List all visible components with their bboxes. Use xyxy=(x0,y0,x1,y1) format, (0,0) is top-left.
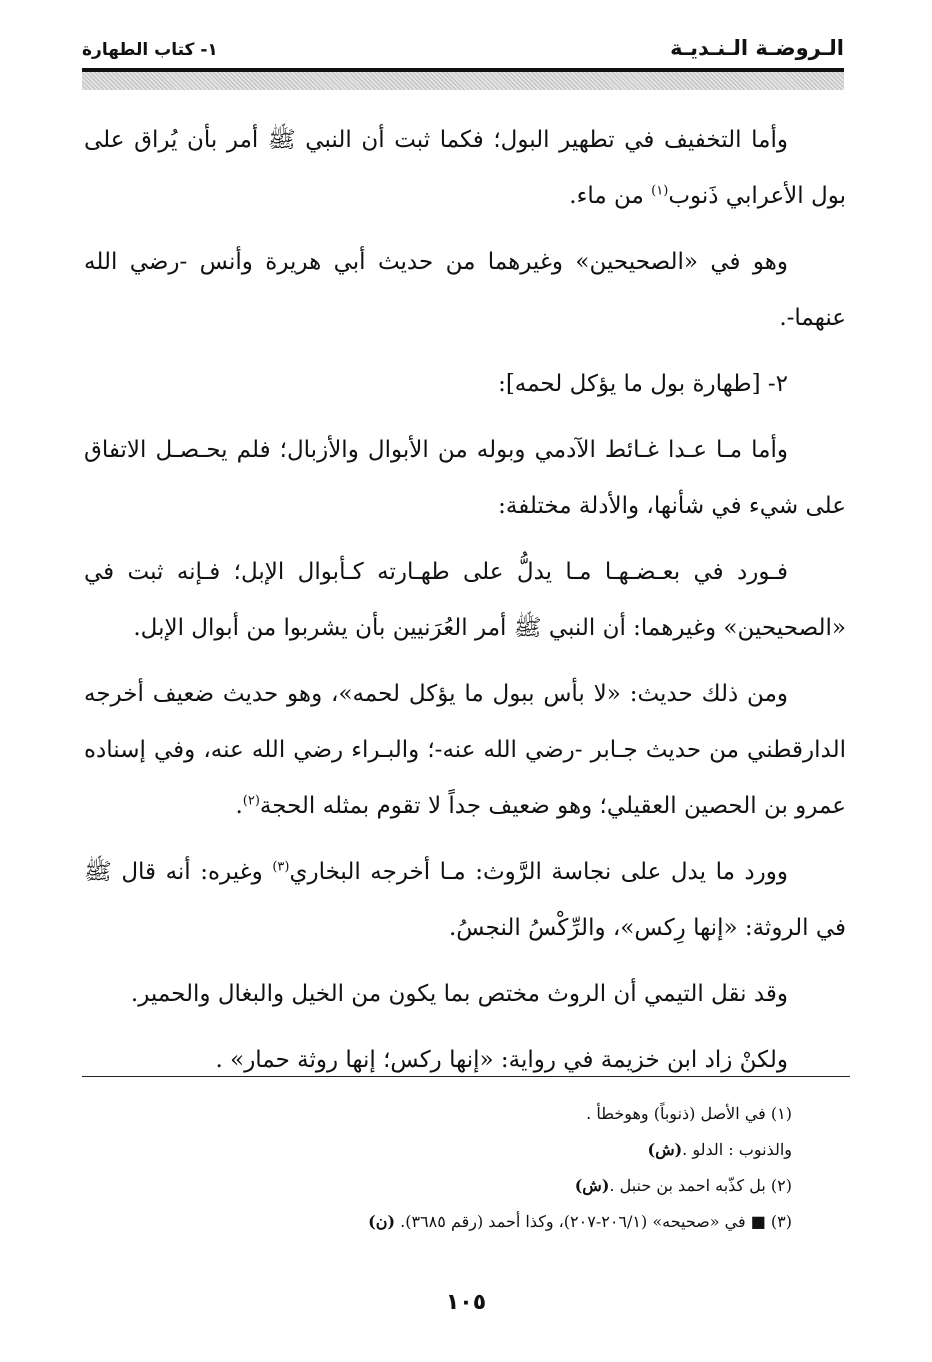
footnote-ref[interactable]: (٣) xyxy=(272,859,290,875)
footnote-ref[interactable]: (١) xyxy=(651,183,669,199)
section-heading: ٢- [طهارة بول ما يؤكل لحمه]: xyxy=(498,371,788,397)
footnote: (١) في الأصل (ذنوباً) وهوخطأ . xyxy=(586,1104,792,1123)
header-shade-band xyxy=(82,72,844,90)
footnotes xyxy=(92,1096,792,1240)
editor-code: (ش) xyxy=(647,1140,683,1159)
paragraph: ولكنْ زاد ابن خزيمة في رواية: «إنها ركس؛ إنها روثة حمار» . xyxy=(215,1047,788,1073)
paragraph: وأما التخفيف في تطهير البول؛ فكما ثبت أن النبي ﷺ أمر بأن يُراق على بول الأعرابي ذَنوب$^{(١)}$ من ماء. xyxy=(84,127,846,209)
paragraph: وهو في «الصحيحين» وغيرهما من حديث أبي هريرة وأنس -رضي الله عنهما-. xyxy=(84,249,846,331)
book-title: الـروضـة الـنـديـة xyxy=(670,36,844,60)
footnote: (٣) ■ في «صحيحه» (٢٠٦/١-٢٠٧)، وكذا أحمد (رقم ٣٦٨٥). (ن) xyxy=(368,1212,792,1231)
main-text xyxy=(84,112,846,1098)
paragraph: وورد ما يدل على نجاسة الرَّوث: مـا أخرجه البخاري$^{(٣)}$ وغيره: أنه قال ﷺ في الروثة: «إنها رِكس»، والرِّكْسُ النجسُ. xyxy=(84,859,846,941)
page-number: ١٠٥ xyxy=(445,1290,487,1315)
editor-code: (ن) xyxy=(368,1212,396,1231)
paragraph: وقد نقل التيمي أن الروث مختص بما يكون من الخيل والبغال والحمير. xyxy=(130,981,788,1007)
paragraph: فـورد في بعـضـهـا مـا يدلُّ على طهـارته كـأبوال الإبل؛ فـإنه ثبت في «الصحيحين» وغيرهما: أن النبي ﷺ أمر العُرَنيين بأن يشربوا من أبوال الإبل. xyxy=(84,559,846,641)
footnote: والذنوب : الدلو .(ش) xyxy=(647,1140,792,1159)
footnote: (٢) بل كذّبه احمد بن حنبل .(ش) xyxy=(574,1176,792,1195)
footnote-separator xyxy=(82,1076,850,1077)
editor-code: (ش) xyxy=(574,1176,610,1195)
chapter-title: ١- كتاب الطهارة xyxy=(82,40,218,60)
paragraph: وأما مـا عـدا غـائط الآدمي وبوله من الأبوال والأزبال؛ فلم يحـصـل الاتفاق على شيء في شأنها، والأدلة مختلفة: xyxy=(84,437,846,519)
paragraph: ومن ذلك حديث: «لا بأس ببول ما يؤكل لحمه»، وهو حديث ضعيف أخرجه الدارقطني من حديث جـابر -رضي الله عنه-؛ والبـراء رضي الله عنه، وفي إسناده عمرو بن الحصين العقيلي؛ وهو ضعيف جداً لا تقوم بمثله الحجة$^{(٢)}$. xyxy=(84,681,846,819)
footnote-ref[interactable]: (٢) xyxy=(242,793,260,809)
